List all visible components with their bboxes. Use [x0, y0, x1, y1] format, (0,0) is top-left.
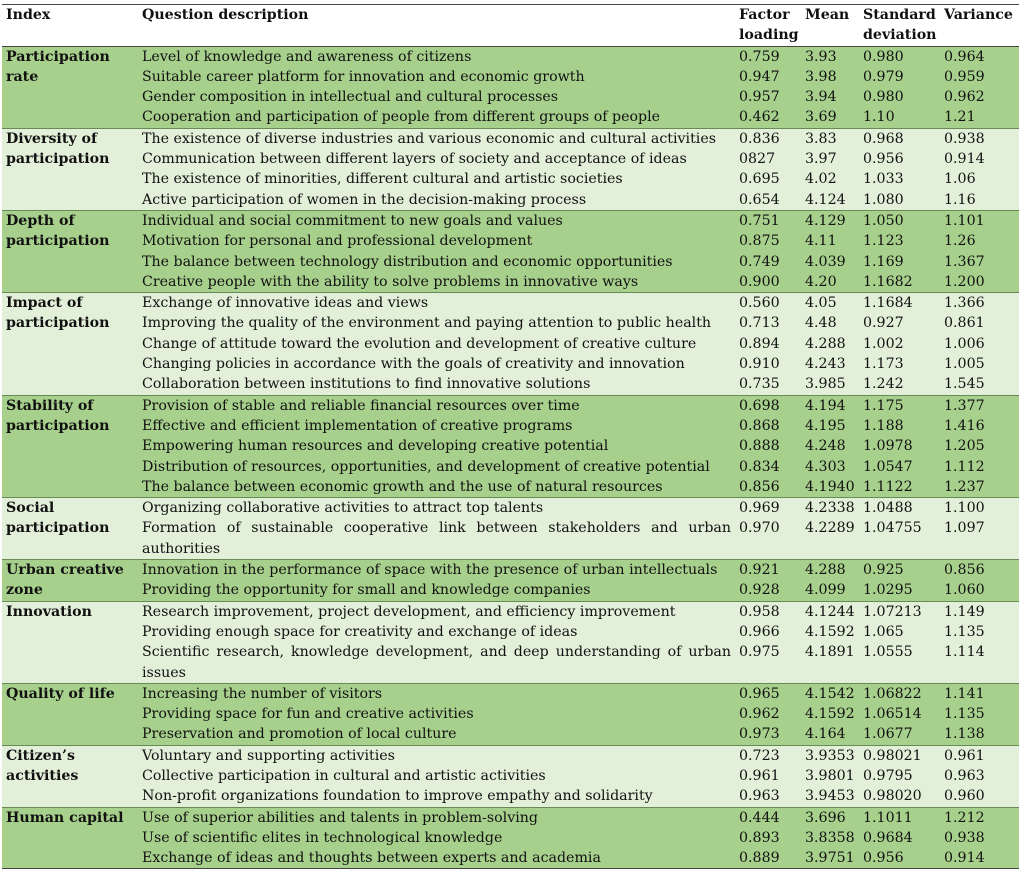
question-description-cell: The balance between technology distribution and economic opportunities [142, 253, 673, 270]
mean-cell: 4.48 [805, 315, 837, 332]
mean-cell: 4.099 [805, 582, 846, 599]
standard-deviation-cell: 1.050 [863, 212, 904, 229]
question-description-cell: Improving the quality of the environment and paying attention to public health [142, 315, 712, 332]
factor-loading-cell: 0.888 [739, 438, 780, 455]
variance-cell: 1.21 [944, 109, 976, 126]
standard-deviation-cell: 1.0547 [863, 458, 913, 475]
question-description-cell: Gender composition in intellectual and cultural processes [142, 89, 559, 106]
question-description-cell: Motivation for personal and professional development [142, 233, 533, 250]
mean-cell: 4.039 [805, 253, 846, 270]
table-row [2, 457, 1019, 477]
factor-loading-cell: 0.957 [739, 89, 780, 106]
mean-cell: 4.1244 [805, 603, 855, 620]
question-description-cell: Non-profit organizations foundation to improve empathy and solidarity [142, 788, 653, 805]
factor-analysis-table [2, 4, 1019, 869]
factor-loading-cell: 0.749 [739, 253, 780, 270]
mean-cell: 4.2338 [805, 500, 855, 517]
question-description-cell: Research improvement, project development, and efficiency improvement [142, 603, 676, 620]
question-description-cell: Scientific research, knowledge development, and deep understanding of urban issues [142, 644, 731, 681]
table-row [2, 374, 1019, 395]
table-row [2, 786, 1019, 807]
table-row [2, 416, 1019, 436]
table-row [2, 745, 1019, 766]
table-row [2, 67, 1019, 87]
index-cell: Diversity of participation [6, 130, 110, 168]
factor-loading-cell: 0.894 [739, 335, 780, 352]
mean-cell: 4.288 [805, 562, 846, 579]
factor-loading-cell: 0827 [739, 151, 776, 168]
table-row [2, 272, 1019, 293]
standard-deviation-cell: 1.080 [863, 191, 904, 208]
mean-cell: 3.83 [805, 130, 837, 147]
factor-loading-cell: 0.856 [739, 478, 780, 495]
standard-deviation-cell: 0.98021 [863, 747, 922, 764]
factor-loading-cell: 0.695 [739, 171, 780, 188]
standard-deviation-cell: 1.0488 [863, 500, 913, 517]
variance-cell: 1.100 [944, 500, 985, 517]
index-cell: Human capital [6, 809, 124, 826]
mean-cell: 4.2289 [805, 520, 855, 537]
mean-cell: 4.02 [805, 171, 837, 188]
question-description-cell: Collaboration between institutions to find innovative solutions [142, 376, 591, 393]
standard-deviation-cell: 1.033 [863, 171, 904, 188]
variance-cell: 0.963 [944, 767, 985, 784]
header-standard-deviation: Standard deviation [863, 7, 937, 44]
variance-cell: 0.964 [944, 48, 985, 65]
variance-cell: 0.962 [944, 89, 985, 106]
mean-cell: 3.97 [805, 151, 837, 168]
standard-deviation-cell: 0.927 [863, 315, 904, 332]
table-row [2, 313, 1019, 333]
question-description-cell: The existence of minorities, different cultural and artistic societies [142, 171, 623, 188]
question-description-cell: Individual and social commitment to new goals and values [142, 212, 563, 229]
standard-deviation-cell: 1.188 [863, 417, 904, 434]
mean-cell: 4.303 [805, 458, 846, 475]
table-row [2, 498, 1019, 519]
factor-loading-cell: 0.560 [739, 295, 780, 312]
factor-loading-cell: 0.462 [739, 109, 780, 126]
variance-cell: 1.377 [944, 397, 985, 414]
question-description-cell: Exchange of innovative ideas and views [142, 295, 429, 312]
variance-cell: 0.938 [944, 829, 985, 846]
mean-cell: 3.985 [805, 376, 846, 393]
factor-loading-cell: 0.961 [739, 767, 780, 784]
question-description-cell: Use of scientific elites in technological knowledge [142, 829, 503, 846]
standard-deviation-cell: 0.9684 [863, 829, 913, 846]
standard-deviation-cell: 1.123 [863, 233, 904, 250]
standard-deviation-cell: 1.173 [863, 356, 904, 373]
mean-cell: 3.94 [805, 89, 837, 106]
standard-deviation-cell: 1.06822 [863, 685, 922, 702]
factor-loading-cell: 0.900 [739, 273, 780, 290]
table-row [2, 807, 1019, 828]
standard-deviation-cell: 1.002 [863, 335, 904, 352]
factor-loading-cell: 0.875 [739, 233, 780, 250]
mean-cell: 4.11 [805, 233, 837, 250]
factor-loading-cell: 0.962 [739, 706, 780, 723]
mean-cell: 3.9801 [805, 767, 855, 784]
question-description-cell: Preservation and promotion of local culture [142, 726, 457, 743]
index-cell: Impact of participation [6, 295, 110, 332]
index-cell: Participation rate [6, 48, 110, 85]
table-row [2, 107, 1019, 128]
variance-cell: 0.861 [944, 315, 985, 332]
variance-cell: 1.545 [944, 376, 985, 393]
variance-cell: 0.961 [944, 747, 985, 764]
standard-deviation-cell: 1.0555 [863, 644, 913, 661]
question-description-cell: Providing enough space for creativity and exchange of ideas [142, 623, 578, 640]
table-row [2, 642, 1019, 683]
variance-cell: 0.914 [944, 850, 985, 867]
mean-cell: 4.248 [805, 438, 846, 455]
variance-cell: 0.914 [944, 151, 985, 168]
standard-deviation-cell: 0.968 [863, 130, 904, 147]
mean-cell: 4.129 [805, 212, 846, 229]
mean-cell: 3.9453 [805, 788, 855, 805]
factor-loading-cell: 0.735 [739, 376, 780, 393]
variance-cell: 1.367 [944, 253, 985, 270]
question-description-cell: Cooperation and participation of people from different groups of people [142, 109, 661, 126]
question-description-cell: Empowering human resources and developing creative potential [142, 438, 609, 455]
standard-deviation-cell: 0.9795 [863, 767, 913, 784]
question-description-cell: The balance between economic growth and the use of natural resources [142, 478, 663, 495]
factor-loading-cell: 0.947 [739, 68, 780, 85]
variance-cell: 0.959 [944, 68, 985, 85]
standard-deviation-cell: 1.1011 [863, 809, 913, 826]
question-description-cell: Level of knowledge and awareness of citizens [142, 48, 472, 65]
question-description-cell: Exchange of ideas and thoughts between experts and academia [142, 850, 601, 867]
factor-loading-cell: 0.910 [739, 356, 780, 373]
question-description-cell: Changing policies in accordance with the goals of creativity and innovation [142, 356, 685, 373]
standard-deviation-cell: 0.980 [863, 48, 904, 65]
question-description-cell: Creative people with the ability to solve problems in innovative ways [142, 273, 639, 290]
question-description-cell: Increasing the number of visitors [142, 685, 383, 702]
table-row [2, 724, 1019, 745]
table-row [2, 622, 1019, 642]
factor-loading-cell: 0.759 [739, 48, 780, 65]
standard-deviation-cell: 1.06514 [863, 706, 922, 723]
factor-loading-cell: 0.654 [739, 191, 780, 208]
mean-cell: 4.288 [805, 335, 846, 352]
factor-loading-cell: 0.963 [739, 788, 780, 805]
table-row [2, 477, 1019, 498]
standard-deviation-cell: 0.956 [863, 151, 904, 168]
mean-cell: 4.1940 [805, 478, 855, 495]
header-question-description: Question description [142, 7, 309, 23]
variance-cell: 1.149 [944, 603, 985, 620]
factor-loading-cell: 0.893 [739, 829, 780, 846]
standard-deviation-cell: 1.07213 [863, 603, 922, 620]
variance-cell: 1.237 [944, 478, 985, 495]
index-cell: Urban creative zone [6, 562, 124, 599]
factor-loading-cell: 0.975 [739, 644, 780, 661]
variance-cell: 1.138 [944, 726, 985, 743]
standard-deviation-cell: 1.169 [863, 253, 904, 270]
variance-cell: 1.112 [944, 458, 985, 475]
question-description-cell: Distribution of resources, opportunities, and development of creative potential [142, 458, 710, 475]
header-index: Index [6, 7, 51, 23]
question-description-cell: Collective participation in cultural and artistic activities [142, 767, 546, 784]
variance-cell: 0.938 [944, 130, 985, 147]
mean-cell: 4.1592 [805, 706, 855, 723]
standard-deviation-cell: 0.98020 [863, 788, 922, 805]
standard-deviation-cell: 1.1682 [863, 273, 913, 290]
mean-cell: 4.1542 [805, 685, 855, 702]
table-row [2, 395, 1019, 416]
mean-cell: 4.194 [805, 397, 846, 414]
standard-deviation-cell: 1.0295 [863, 582, 913, 599]
table-row [2, 87, 1019, 107]
table-row [2, 683, 1019, 704]
standard-deviation-cell: 0.979 [863, 68, 904, 85]
question-description-cell: Providing space for fun and creative activities [142, 706, 474, 723]
mean-cell: 3.69 [805, 109, 837, 126]
factor-loading-cell: 0.921 [739, 562, 780, 579]
factor-loading-cell: 0.834 [739, 458, 780, 475]
index-cell: Stability of participation [6, 397, 110, 434]
mean-cell: 3.8358 [805, 829, 855, 846]
mean-cell: 3.9751 [805, 850, 855, 867]
standard-deviation-cell: 1.04755 [863, 520, 922, 537]
variance-cell: 1.16 [944, 191, 976, 208]
table-container [2, 4, 1019, 869]
question-description-cell: Change of attitude toward the evolution and development of creative culture [142, 335, 697, 352]
factor-loading-cell: 0.973 [739, 726, 780, 743]
mean-cell: 3.9353 [805, 747, 855, 764]
table-row [2, 293, 1019, 314]
standard-deviation-cell: 1.0677 [863, 726, 913, 743]
variance-cell: 1.366 [944, 295, 985, 312]
header-mean: Mean [805, 7, 850, 23]
index-cell: Innovation [6, 603, 92, 620]
mean-cell: 4.05 [805, 295, 837, 312]
question-description-cell: Active participation of women in the decision-making process [142, 191, 587, 208]
standard-deviation-cell: 0.925 [863, 562, 904, 579]
factor-loading-cell: 0.965 [739, 685, 780, 702]
question-description-cell: Formation of sustainable cooperative link between stakeholders and urban authorities [142, 520, 731, 557]
variance-cell: 1.200 [944, 273, 985, 290]
table-row [2, 190, 1019, 211]
question-description-cell: Innovation in the performance of space with the presence of urban intellectuals [142, 562, 718, 579]
question-description-cell: Communication between different layers of society and acceptance of ideas [142, 151, 687, 168]
header-variance: Variance [944, 7, 1013, 23]
standard-deviation-cell: 1.1684 [863, 295, 913, 312]
mean-cell: 3.93 [805, 48, 837, 65]
variance-cell: 1.097 [944, 520, 985, 537]
table-row [2, 354, 1019, 374]
factor-loading-cell: 0.969 [739, 500, 780, 517]
standard-deviation-cell: 0.956 [863, 850, 904, 867]
index-cell: Citizen’s activities [6, 747, 79, 784]
table-row [2, 334, 1019, 354]
standard-deviation-cell: 1.175 [863, 397, 904, 414]
table-row [2, 252, 1019, 272]
variance-cell: 1.005 [944, 356, 985, 373]
table-row [2, 766, 1019, 786]
variance-cell: 1.006 [944, 335, 985, 352]
table-row [2, 231, 1019, 251]
mean-cell: 4.124 [805, 191, 846, 208]
mean-cell: 3.98 [805, 68, 837, 85]
table-row [2, 46, 1019, 67]
question-description-cell: The existence of diverse industries and various economic and cultural activities [142, 130, 716, 147]
mean-cell: 4.243 [805, 356, 846, 373]
variance-cell: 1.101 [944, 212, 985, 229]
table-row [2, 436, 1019, 456]
question-description-cell: Provision of stable and reliable financial resources over time [142, 397, 580, 414]
table-row [2, 560, 1019, 581]
index-cell: Social participation [6, 500, 110, 537]
index-cell: Quality of life [6, 685, 115, 702]
table-row [2, 580, 1019, 601]
table-row [2, 828, 1019, 848]
mean-cell: 4.195 [805, 417, 846, 434]
table-row [2, 169, 1019, 189]
standard-deviation-cell: 1.10 [863, 109, 895, 126]
question-description-cell: Use of superior abilities and talents in problem-solving [142, 809, 538, 826]
variance-cell: 0.856 [944, 562, 985, 579]
header-factor-loading: Factor loading [739, 7, 799, 44]
mean-cell: 4.20 [805, 273, 837, 290]
factor-loading-cell: 0.713 [739, 315, 780, 332]
variance-cell: 1.135 [944, 706, 985, 723]
variance-cell: 1.06 [944, 171, 976, 188]
standard-deviation-cell: 1.0978 [863, 438, 913, 455]
table-row [2, 601, 1019, 622]
table-header [2, 5, 1019, 47]
factor-loading-cell: 0.958 [739, 603, 780, 620]
table-row [2, 704, 1019, 724]
table-body [2, 46, 1019, 869]
variance-cell: 0.960 [944, 788, 985, 805]
factor-loading-cell: 0.928 [739, 582, 780, 599]
mean-cell: 4.1592 [805, 623, 855, 640]
question-description-cell: Effective and efficient implementation of creative programs [142, 417, 573, 434]
question-description-cell: Organizing collaborative activities to attract top talents [142, 500, 544, 517]
mean-cell: 4.1891 [805, 644, 855, 661]
variance-cell: 1.26 [944, 233, 976, 250]
factor-loading-cell: 0.836 [739, 130, 780, 147]
variance-cell: 1.135 [944, 623, 985, 640]
factor-loading-cell: 0.970 [739, 520, 780, 537]
standard-deviation-cell: 0.980 [863, 89, 904, 106]
question-description-cell: Providing the opportunity for small and knowledge companies [142, 582, 591, 599]
variance-cell: 1.141 [944, 685, 985, 702]
variance-cell: 1.114 [944, 644, 985, 661]
factor-loading-cell: 0.966 [739, 623, 780, 640]
factor-loading-cell: 0.444 [739, 809, 780, 826]
question-description-cell: Voluntary and supporting activities [142, 747, 395, 764]
mean-cell: 4.164 [805, 726, 846, 743]
table-row [2, 149, 1019, 169]
mean-cell: 3.696 [805, 809, 846, 826]
standard-deviation-cell: 1.242 [863, 376, 904, 393]
factor-loading-cell: 0.751 [739, 212, 780, 229]
factor-loading-cell: 0.868 [739, 417, 780, 434]
variance-cell: 1.205 [944, 438, 985, 455]
variance-cell: 1.416 [944, 417, 985, 434]
standard-deviation-cell: 1.1122 [863, 478, 913, 495]
factor-loading-cell: 0.698 [739, 397, 780, 414]
factor-loading-cell: 0.889 [739, 850, 780, 867]
table-row [2, 518, 1019, 559]
table-row [2, 128, 1019, 149]
variance-cell: 1.060 [944, 582, 985, 599]
table-row [2, 210, 1019, 231]
factor-loading-cell: 0.723 [739, 747, 780, 764]
variance-cell: 1.212 [944, 809, 985, 826]
question-description-cell: Suitable career platform for innovation and economic growth [142, 68, 585, 85]
standard-deviation-cell: 1.065 [863, 623, 904, 640]
index-cell: Depth of participation [6, 212, 110, 250]
